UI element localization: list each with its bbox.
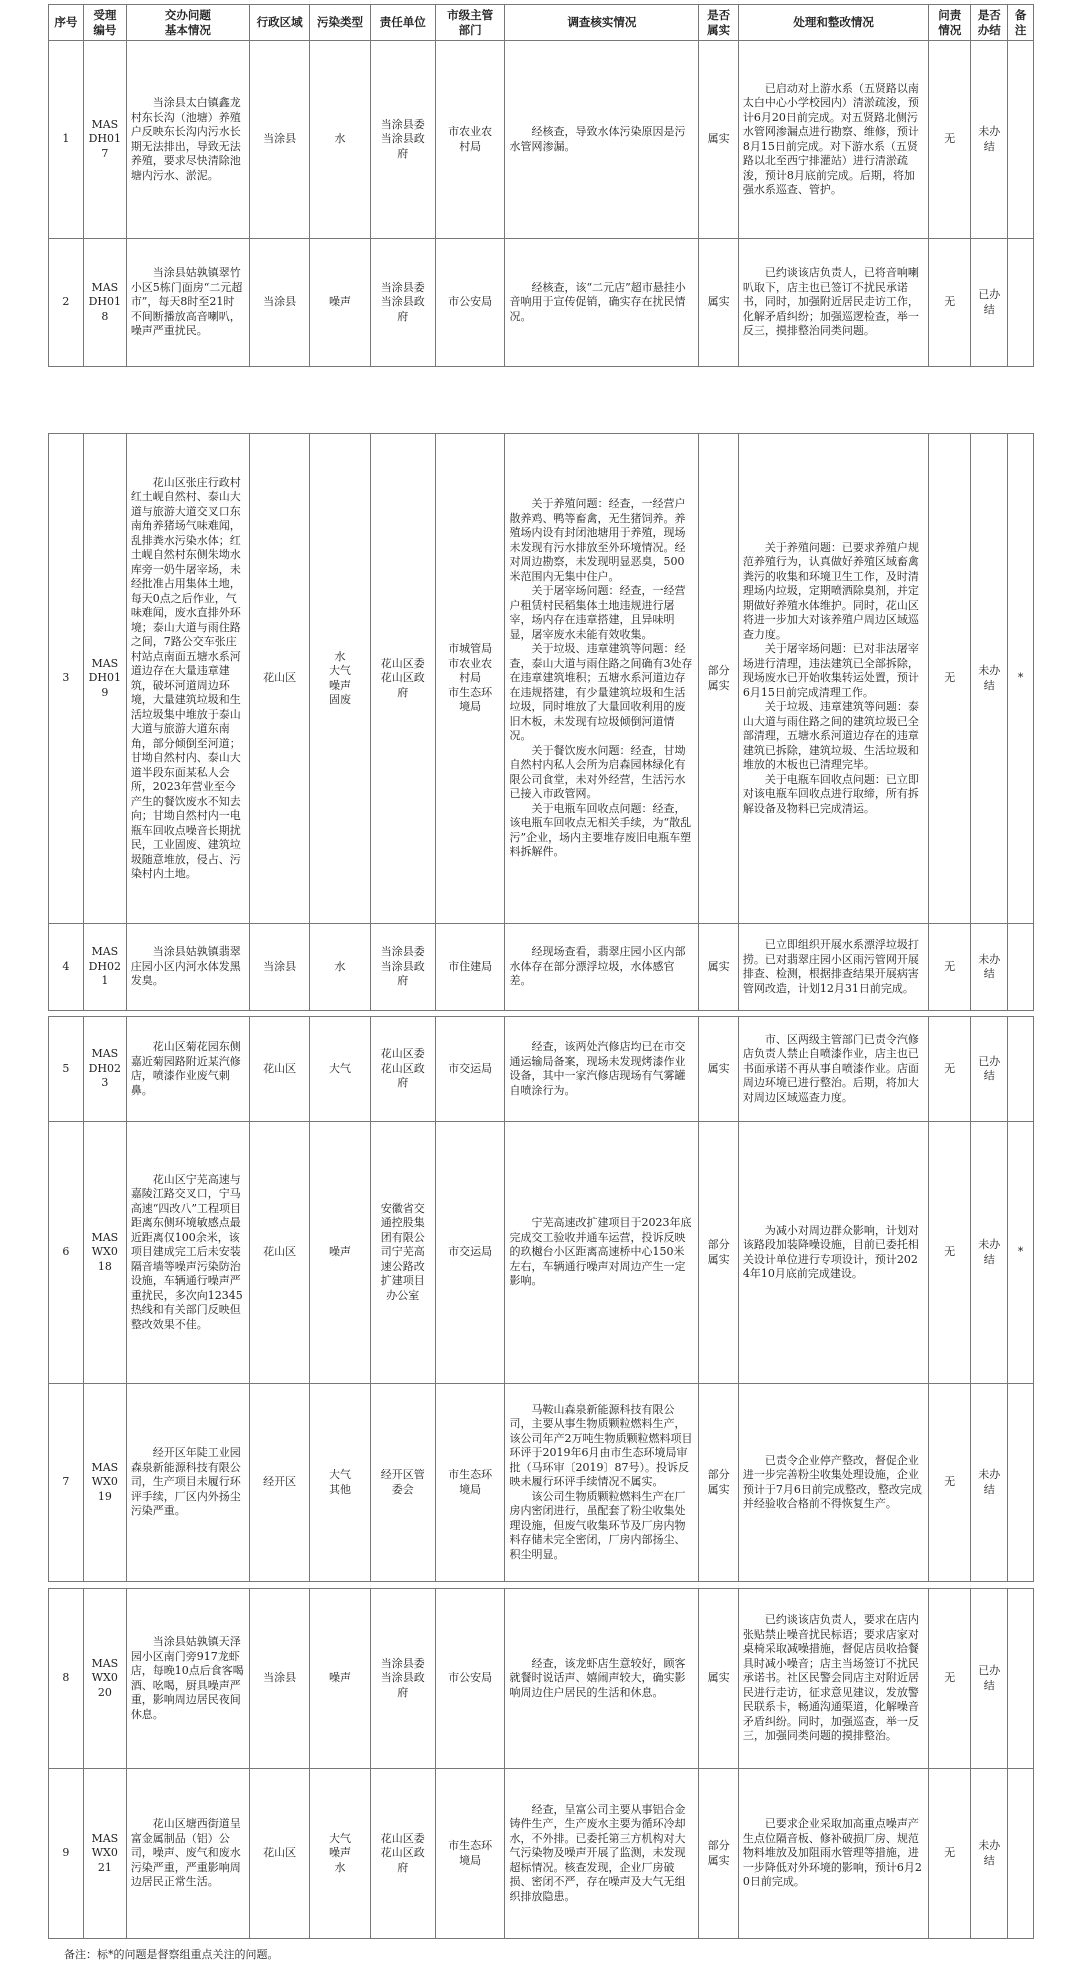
row-region: 花山区 [249, 434, 309, 924]
row-survey: 关于养殖问题：经查，一经营户散养鸡、鸭等畜禽，无生猪饲养。养殖场内设有封闭池塘用于养殖，现场未发现有污水排放至外环境情况。经对周边勘察，未发现明显恶臭，500米范围内无集中住户。 关于屠宰场问题：经查，一经营户租赁村民稻集体土地违规进行屠宰，场内存在违章搭建，且异味明显，屠宰废水未能有效收集。 关于垃圾、违章建筑等问题：经查，泰山大道与雨住路之间确有3处存在违章建筑堆积；五塘水系河道边存在违规搭建，有少量建筑垃圾和生活垃圾，同时堆放了大量回收利用的废旧木板，未发现有垃圾倾倒河道情况。 关于餐饮废水问题：经查，甘坳自然村内私人会所为启森园林绿化有限公司食堂，未对外经营，生活污水已接入市政管网。 关于电瓶车回收点问题：经查，该电瓶车回收点无相关手续，为“散乱污”企业，场内主要堆存废旧电瓶车塑料拆解件。 [505, 434, 699, 924]
row-handling: 已约谈该店负责人，要求在店内张贴禁止噪音扰民标语；要求店家对桌椅采取减噪措施，督促店员收拾餐具时减小噪音；店主当场签订不扰民承诺书。社区民警会同店主对附近居民进行走访，征求意见建议，发放警民联系卡，畅通沟通渠道，化解噪音矛盾纠纷。同时，加强巡查，举一反三，加强同类问题的摸排整治。 [738, 1589, 928, 1769]
row-responsible-unit: 安徽省交 通控股集 团有限公 司宁芜高 速公路改 扩建项目 办公室 [370, 1122, 435, 1384]
row-pollution-type: 噪声 [310, 1122, 370, 1384]
row-problem: 花山区张庄行政村红土岘自然村、泰山大道与旅游大道交叉口东南角养猪场气味难闻，乱排粪水污染水体；红土岘自然村东侧朱坳水库旁一奶牛屠宰场，未经批准占用集体土地，每天0点之后作业，气味难闻，废水直排外环境；泰山大道与雨住路之间，7路公交车张庄村站点南面五塘水系河道边存在大量违章建筑，破坏河道周边环境，大量建筑垃圾和生活垃圾集中堆放于泰山大道与旅游大道东南角，部分倾倒至河道；甘坳自然村内、泰山大道半段东面某私人会所，2023年营业至今产生的餐饮废水不知去向；甘坳自然村内一电瓶车回收点噪音长期扰民，工业固废、建筑垃圾随意堆放，侵占、污染村内土地。 [126, 434, 249, 924]
row-accountability: 无 [929, 1769, 971, 1939]
row-remark [1008, 924, 1034, 1011]
table-row [49, 239, 1034, 367]
row-remark: * [1008, 434, 1034, 924]
row-pollution-type: 大气 噪声 水 [310, 1769, 370, 1939]
row-code: MAS DH01 9 [83, 434, 126, 924]
row-handling: 为减小对周边群众影响，计划对该路段加装降噪设施，目前已委托相关设计单位进行专项设计，预计2024年10月底前完成建设。 [738, 1122, 928, 1384]
col-header-problem: 交办问题 基本情况 [126, 5, 249, 41]
col-header-remark: 备 注 [1008, 5, 1034, 41]
table-row [49, 1589, 1034, 1769]
row-code: MAS WX0 21 [83, 1769, 126, 1939]
supervision-table-continued-2 [48, 1016, 1034, 1582]
row-code: MAS DH01 8 [83, 239, 126, 367]
col-header-completed: 是否 办结 [971, 5, 1008, 41]
col-header-accountability: 问责 情况 [929, 5, 971, 41]
supervision-table-continued-3 [48, 1588, 1034, 1939]
col-header-handling: 处理和整改情况 [738, 5, 928, 41]
table-row [49, 1017, 1034, 1122]
row-accountability: 无 [929, 1589, 971, 1769]
row-city-dept: 市交运局 [435, 1122, 505, 1384]
row-handling: 已责令企业停产整改，督促企业进一步完善粉尘收集处理设施，企业预计于7月6日前完成整改，整改完成并经验收合格前不得恢复生产。 [738, 1384, 928, 1582]
row-handling: 已约谈该店负责人，已将音响喇叭取下，店主也已签订不扰民承诺书，同时，加强附近居民走访工作，化解矛盾纠纷；加强巡逻检查，举一反三，摸排整治同类问题。 [738, 239, 928, 367]
col-header-city-dept: 市级主管 部门 [435, 5, 505, 41]
footnote: 备注：标*的问题是督察组重点关注的问题。 [64, 1948, 279, 1961]
row-city-dept: 市公安局 [435, 239, 505, 367]
row-problem: 当涂县姑孰镇天泽园小区南门旁917龙虾店，每晚10点后食客喝酒、吆喝，厨具噪声严重，影响周边居民夜间休息。 [126, 1589, 249, 1769]
row-code: MAS WX0 19 [83, 1384, 126, 1582]
row-completed: 已办 结 [971, 1589, 1008, 1769]
row-problem: 当涂县姑孰镇翠竹小区5栋门面房“二元超市”，每天8时至21时不间断播放高音喇叭，噪声严重扰民。 [126, 239, 249, 367]
row-completed: 已办 结 [971, 239, 1008, 367]
row-remark [1008, 239, 1034, 367]
row-completed: 未办 结 [971, 434, 1008, 924]
col-header-code: 受理 编号 [83, 5, 126, 41]
row-region: 花山区 [249, 1017, 309, 1122]
row-problem: 花山区宁芜高速与嘉陵江路交叉口，宁马高速“四改八”工程项目距离东侧环境敏感点最近距离仅100余米，该项目建成完工后未安装隔音墙等噪声污染防治设施，车辆通行噪声严重扰民，多次向12345热线和有关部门反映但整改效果不佳。 [126, 1122, 249, 1384]
col-header-region: 行政区域 [249, 5, 309, 41]
row-index: 3 [49, 434, 84, 924]
row-is-fact: 部分 属实 [699, 1122, 738, 1384]
table-row [49, 41, 1034, 239]
row-handling: 已立即组织开展水系漂浮垃圾打捞。已对翡翠庄园小区雨污管网开展排查、检测，根据排查结果开展病害管网改造，计划12月31日前完成。 [738, 924, 928, 1011]
col-header-index: 序号 [49, 5, 84, 41]
row-index: 7 [49, 1384, 84, 1582]
row-index: 5 [49, 1017, 84, 1122]
row-remark [1008, 1384, 1034, 1582]
col-header-survey: 调查核实情况 [505, 5, 699, 41]
row-accountability: 无 [929, 924, 971, 1011]
row-accountability: 无 [929, 1017, 971, 1122]
row-city-dept: 市农业农 村局 [435, 41, 505, 239]
row-accountability: 无 [929, 239, 971, 367]
row-responsible-unit: 当涂县委 当涂县政 府 [370, 239, 435, 367]
row-completed: 未办 结 [971, 1769, 1008, 1939]
row-code: MAS WX0 18 [83, 1122, 126, 1384]
row-city-dept: 市交运局 [435, 1017, 505, 1122]
row-is-fact: 属实 [699, 924, 738, 1011]
row-city-dept: 市住建局 [435, 924, 505, 1011]
row-problem: 经开区年陡工业园森泉新能源科技有限公司，生产项目未履行环评手续，厂区内外扬尘污染严重。 [126, 1384, 249, 1582]
table-row [49, 1384, 1034, 1582]
row-handling: 市、区两级主管部门已责令汽修店负责人禁止自喷漆作业，店主也已书面承诺不再从事自喷漆作业。店面周边环境已进行整治。后期，将加大对周边区域巡查力度。 [738, 1017, 928, 1122]
col-header-pollution-type: 污染类型 [310, 5, 370, 41]
row-region: 当涂县 [249, 239, 309, 367]
row-index: 6 [49, 1122, 84, 1384]
row-region: 当涂县 [249, 41, 309, 239]
row-index: 1 [49, 41, 84, 239]
row-completed: 未办 结 [971, 1384, 1008, 1582]
row-survey: 经查，该两处汽修店均已在市交通运输局备案，现场未发现烤漆作业设备，其中一家汽修店现场有气雾罐自喷涂行为。 [505, 1017, 699, 1122]
row-survey: 马鞍山森泉新能源科技有限公司，主要从事生物质颗粒燃料生产，该公司年产2万吨生物质颗粒燃料项目环评于2019年6月由市生态环境局审批（马环审〔2019〕87号）。投诉反映未履行环评手续情况不属实。 该公司生物质颗粒燃料生产在厂房内密闭进行，虽配套了粉尘收集处理设施，但废气收集环节及厂房内物料存储未完全密闭，厂房内部扬尘、积尘明显。 [505, 1384, 699, 1582]
row-handling: 已要求企业采取加高重点噪声产生点位隔音板、修补破损厂房、规范物料堆放及加阻雨水管理等措施，进一步降低对外环境的影响，预计6月20日前完成。 [738, 1769, 928, 1939]
row-region: 花山区 [249, 1769, 309, 1939]
table-row [49, 1122, 1034, 1384]
row-survey: 经查，该龙虾店生意较好，顾客就餐时说话声、嬉闹声较大，确实影响周边住户居民的生活和休息。 [505, 1589, 699, 1769]
row-is-fact: 部分 属实 [699, 1384, 738, 1582]
header-row [49, 5, 1034, 41]
row-remark: * [1008, 1122, 1034, 1384]
row-pollution-type: 水 大气 噪声 固废 [310, 434, 370, 924]
row-problem: 花山区菊花园东侧嘉近菊园路附近某汽修店，喷漆作业废气刺鼻。 [126, 1017, 249, 1122]
row-code: MAS DH01 7 [83, 41, 126, 239]
supervision-table-continued [48, 433, 1034, 1011]
row-remark [1008, 1017, 1034, 1122]
row-is-fact: 部分 属实 [699, 434, 738, 924]
table-row [49, 434, 1034, 924]
row-is-fact: 属实 [699, 1589, 738, 1769]
row-pollution-type: 水 [310, 924, 370, 1011]
row-remark [1008, 1769, 1034, 1939]
row-pollution-type: 噪声 [310, 1589, 370, 1769]
row-responsible-unit: 花山区委 花山区政 府 [370, 1769, 435, 1939]
row-problem: 当涂县太白镇鑫龙村东长沟（池塘）养殖户反映东长沟内污水长期无法排出，导致无法养殖，要求尽快清除池塘内污水、淤泥。 [126, 41, 249, 239]
row-completed: 已办 结 [971, 1017, 1008, 1122]
row-completed: 未办 结 [971, 1122, 1008, 1384]
row-remark [1008, 41, 1034, 239]
row-responsible-unit: 当涂县委 当涂县政 府 [370, 924, 435, 1011]
row-is-fact: 属实 [699, 239, 738, 367]
row-survey: 经核查，导致水体污染原因是污水管网渗漏。 [505, 41, 699, 239]
row-survey: 经核查，该“二元店”超市悬挂小音响用于宣传促销，确实存在扰民情况。 [505, 239, 699, 367]
row-code: MAS WX0 20 [83, 1589, 126, 1769]
row-index: 4 [49, 924, 84, 1011]
row-is-fact: 属实 [699, 41, 738, 239]
table-row [49, 1769, 1034, 1939]
row-accountability: 无 [929, 41, 971, 239]
row-region: 花山区 [249, 1122, 309, 1384]
row-city-dept: 市公安局 [435, 1589, 505, 1769]
row-is-fact: 部分 属实 [699, 1769, 738, 1939]
row-city-dept: 市生态环 境局 [435, 1769, 505, 1939]
row-pollution-type: 大气 [310, 1017, 370, 1122]
row-responsible-unit: 花山区委 花山区政 府 [370, 434, 435, 924]
row-is-fact: 属实 [699, 1017, 738, 1122]
row-problem: 当涂县姑孰镇翡翠庄园小区内河水体发黑发臭。 [126, 924, 249, 1011]
row-handling: 已启动对上游水系（五贤路以南太白中心小学校园内）清淤疏浚，预计6月20日前完成。对五贤路北侧污水管网渗漏点进行勘察、维修，预计8月15日前完成。对下游水系（五贤路以北至西宁排灌站）进行清淤疏浚，预计8月底前完成。后期，将加强水系巡查、管护。 [738, 41, 928, 239]
row-index: 2 [49, 239, 84, 367]
row-region: 当涂县 [249, 924, 309, 1011]
row-problem: 花山区塘西街道呈富金属制品（铝）公司，噪声、废气和废水污染严重，严重影响周边居民正常生活。 [126, 1769, 249, 1939]
row-accountability: 无 [929, 1122, 971, 1384]
row-index: 8 [49, 1589, 84, 1769]
row-city-dept: 市生态环 境局 [435, 1384, 505, 1582]
row-pollution-type: 水 [310, 41, 370, 239]
row-accountability: 无 [929, 434, 971, 924]
supervision-table [48, 4, 1034, 367]
row-code: MAS DH02 3 [83, 1017, 126, 1122]
row-city-dept: 市城管局 市农业农 村局 市生态环 境局 [435, 434, 505, 924]
col-header-responsible-unit: 责任单位 [370, 5, 435, 41]
row-accountability: 无 [929, 1384, 971, 1582]
row-pollution-type: 大气 其他 [310, 1384, 370, 1582]
row-survey: 经查，呈富公司主要从事铝合金铸件生产，生产废水主要为循环冷却水，不外排。已委托第三方机构对大气污染物及噪声开展了监测，未发现超标情况。核查发现，企业厂房破损、密闭不严，存在噪声及大气无组织排放隐患。 [505, 1769, 699, 1939]
row-region: 经开区 [249, 1384, 309, 1582]
row-code: MAS DH02 1 [83, 924, 126, 1011]
row-remark [1008, 1589, 1034, 1769]
row-responsible-unit: 当涂县委 当涂县政 府 [370, 41, 435, 239]
row-survey: 宁芜高速改扩建项目于2023年底完成交工验收并通车运营，投诉反映的玖樾台小区距离高速桥中心150米左右，车辆通行噪声对周边产生一定影响。 [505, 1122, 699, 1384]
col-header-is-fact: 是否 属实 [699, 5, 738, 41]
row-region: 当涂县 [249, 1589, 309, 1769]
table-row [49, 924, 1034, 1011]
row-responsible-unit: 经开区管 委会 [370, 1384, 435, 1582]
row-responsible-unit: 当涂县委 当涂县政 府 [370, 1589, 435, 1769]
row-index: 9 [49, 1769, 84, 1939]
row-completed: 未办 结 [971, 924, 1008, 1011]
row-completed: 未办 结 [971, 41, 1008, 239]
row-handling: 关于养殖问题：已要求养殖户规范养殖行为，认真做好养殖区域畜禽粪污的收集和环境卫生工作，及时清理场内垃圾，定期喷洒除臭剂，并定期做好养殖水体维护。同时，花山区将进一步加大对该养殖户周边区域巡查力度。 关于屠宰场问题：已对非法屠宰场进行清理，违法建筑已全部拆除，现场废水已开始收集转运处置，预计6月15日前完成清理工作。 关于垃圾、违章建筑等问题：泰山大道与雨住路之间的建筑垃圾已全部清理，五塘水系河道边存在的违章建筑已拆除，建筑垃圾、生活垃圾和堆放的木板也已清理完毕。 关于电瓶车回收点问题：已立即对该电瓶车回收点进行取缔，所有拆解设备及物料已完成清运。 [738, 434, 928, 924]
row-survey: 经现场查看，翡翠庄园小区内部水体存在部分漂浮垃圾，水体感官差。 [505, 924, 699, 1011]
row-pollution-type: 噪声 [310, 239, 370, 367]
row-responsible-unit: 花山区委 花山区政 府 [370, 1017, 435, 1122]
